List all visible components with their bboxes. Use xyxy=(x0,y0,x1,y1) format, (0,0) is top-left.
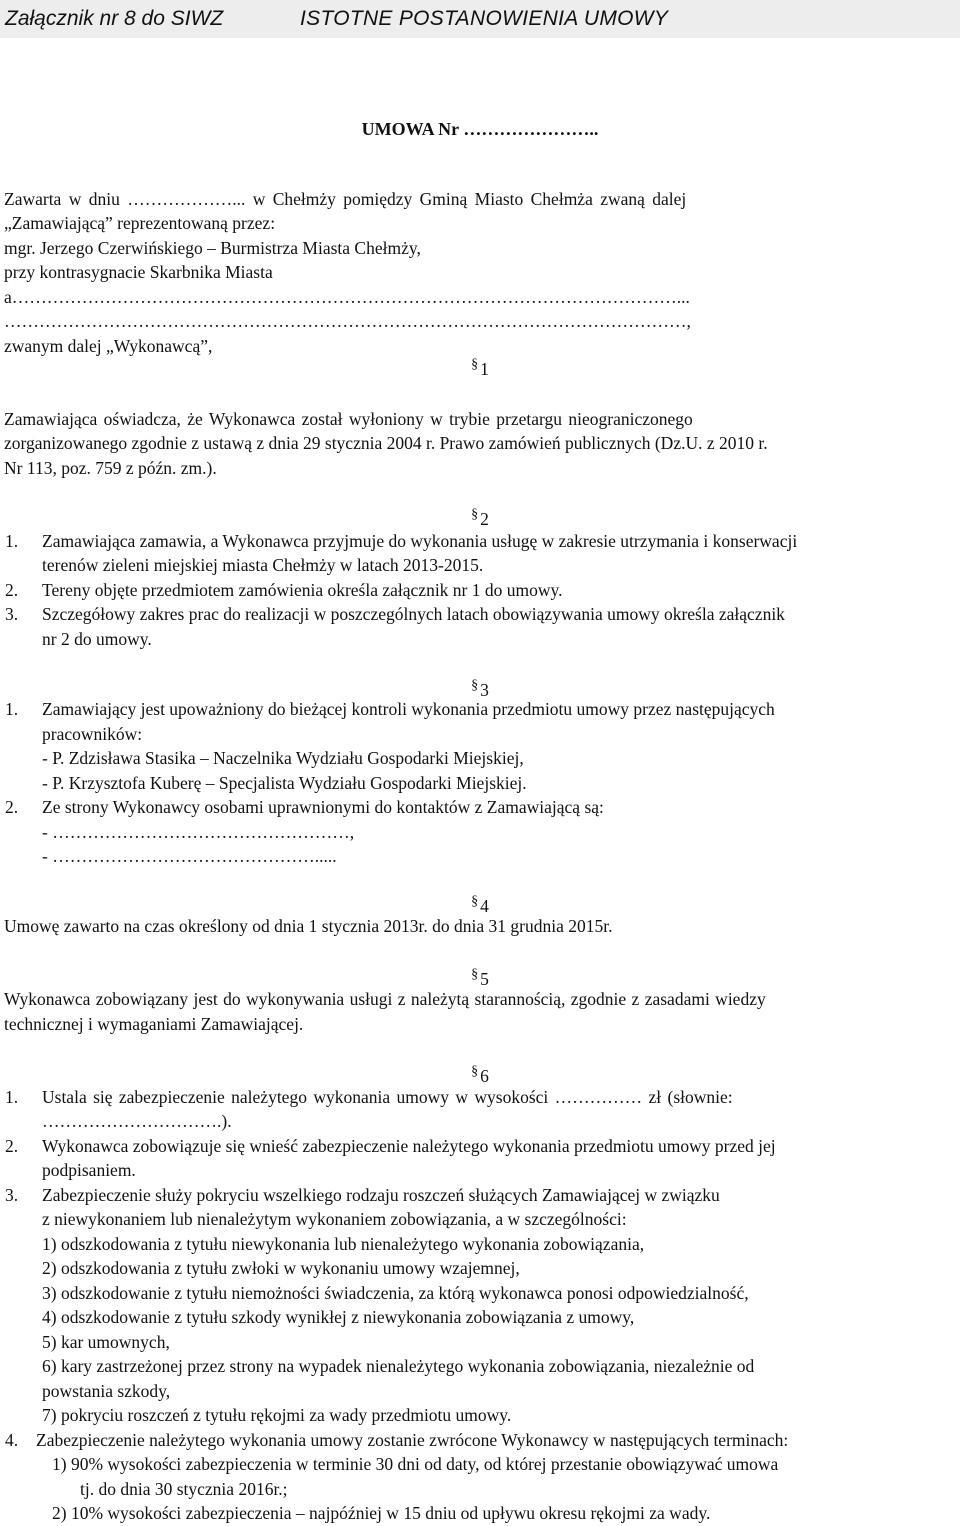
list-number: 3. xyxy=(5,604,19,624)
s3-text: pracowników: xyxy=(42,724,143,744)
s6-sub-item: powstania szkody, xyxy=(42,1381,171,1401)
list-number: 4. xyxy=(5,1430,19,1450)
s6-sub-item: 4) odszkodowanie z tytułu szkody wynikłej z niewykonania zobowiązania z umowy, xyxy=(42,1307,635,1327)
s3-text: Zamawiający jest upoważniony do bieżącej kontroli wykonania przedmiotu umowy przez następujących xyxy=(42,699,775,719)
intro-line: „Zamawiającą” reprezentowaną przez: xyxy=(4,213,276,233)
s6-text: Wykonawca zobowiązuje się wnieść zabezpieczenie należytego wykonania przedmiotu umowy przed jej xyxy=(42,1136,776,1156)
s6-sub-item: 2) odszkodowania z tytułu zwłoki w wykonaniu umowy wzajemnej, xyxy=(42,1258,520,1278)
s6-text: podpisaniem. xyxy=(42,1160,136,1180)
s6-sub-item: 1) odszkodowania z tytułu niewykonania lub nienależytego wykonania zobowiązania, xyxy=(42,1234,645,1254)
list-number: 2. xyxy=(5,1136,19,1156)
s2-text: nr 2 do umowy. xyxy=(42,629,152,649)
s6-sub-item: 2) 10% wysokości zabezpieczenia – najpóźniej w 15 dniu od upływu okresu rękojmi za wady. xyxy=(52,1503,711,1523)
s6-sub-item: 6) kary zastrzeżonej przez strony na wypadek nienależytego wykonania zobowiązania, niezależnie od xyxy=(42,1356,755,1376)
s3-text: Ze strony Wykonawcy osobami uprawnionymi do kontaktów z Zamawiającą są: xyxy=(42,797,604,817)
list-number: 2. xyxy=(5,797,19,817)
section-heading: § 3 xyxy=(471,678,489,700)
header-title: ISTOTNE POSTANOWIENIA UMOWY xyxy=(300,7,669,30)
contract-title: UMOWA Nr ………………….. xyxy=(361,119,599,139)
s2-text: Tereny objęte przedmiotem zamówienia określa załącznik nr 1 do umowy. xyxy=(42,580,563,600)
attachment-label: Załącznik nr 8 do SIWZ xyxy=(5,7,224,30)
s6-sub-item: 5) kar umownych, xyxy=(42,1332,170,1352)
s1-line: Zamawiająca oświadcza, że Wykonawca został wyłoniony w trybie przetargu nieograniczonego xyxy=(4,409,693,429)
section-heading: § 1 xyxy=(471,357,489,379)
s6-sub-item: 7) pokryciu roszczeń z tytułu rękojmi za wady przedmiotu umowy. xyxy=(42,1405,512,1425)
s1-line: Nr 113, poz. 759 z późn. zm.). xyxy=(4,458,217,478)
s5-line: Wykonawca zobowiązany jest do wykonywania usługi z należytą starannością, zgodnie z zasadami wiedzy xyxy=(4,989,766,1009)
section-heading: § 5 xyxy=(471,967,489,989)
s4-line: Umowę zawarto na czas określony od dnia 1 stycznia 2013r. do dnia 31 grudnia 2015r. xyxy=(4,916,613,936)
s6-text: ………………………….). xyxy=(42,1111,232,1131)
s6-text: Ustala się zabezpieczenie należytego wykonania umowy w wysokości …………… zł (słownie: xyxy=(42,1087,733,1107)
s6-sub-item: 3) odszkodowanie z tytułu niemożności świadczenia, za którą wykonawca ponosi odpowiedzialność, xyxy=(42,1283,749,1303)
intro-line: zwanym dalej „Wykonawcą”, xyxy=(4,336,213,356)
section-heading: § 6 xyxy=(471,1064,489,1086)
s5-line: technicznej i wymaganiami Zamawiającej. xyxy=(4,1014,304,1034)
s6-text: Zabezpieczenie należytego wykonania umowy zostanie zwrócone Wykonawcy w następujących terminach: xyxy=(36,1430,789,1450)
section-heading: § 2 xyxy=(471,507,489,529)
intro-line: przy kontrasygnacie Skarbnika Miasta xyxy=(4,262,273,282)
intro-line: ………………………………………………………………………………………………………, xyxy=(4,311,691,331)
intro-line: a……………………………………………………………………………………………………... xyxy=(4,287,690,307)
s2-text: terenów zieleni miejskiej miasta Chełmży w latach 2013-2015. xyxy=(42,555,484,575)
intro-line: mgr. Jerzego Czerwińskiego – Burmistrza Miasta Chełmży, xyxy=(4,238,421,258)
intro-line: Zawarta w dniu ………………... w Chełmży pomiędzy Gminą Miasto Chełmża zwaną dalej xyxy=(4,189,687,209)
s1-line: zorganizowanego zgodnie z ustawą z dnia 29 stycznia 2004 r. Prawo zamówień publicznych (Dz.U. z 2010 r. xyxy=(4,433,768,453)
s2-text: Szczegółowy zakres prac do realizacji w poszczególnych latach obowiązywania umowy określa załącznik xyxy=(42,604,785,624)
section-heading: § 4 xyxy=(471,894,489,916)
s6-sub-item: tj. do dnia 30 stycznia 2016r.; xyxy=(80,1479,288,1499)
list-number: 1. xyxy=(5,531,19,551)
s3-dash-item: - ………………………………………..... xyxy=(42,846,337,866)
s2-text: Zamawiająca zamawia, a Wykonawca przyjmuje do wykonania usługę w zakresie utrzymania i konserwacji xyxy=(42,531,798,551)
list-number: 2. xyxy=(5,580,19,600)
s3-dash-item: - P. Krzysztofa Kuberę – Specjalista Wydziału Gospodarki Miejskiej. xyxy=(42,773,527,793)
s3-dash-item: - P. Zdzisława Stasika – Naczelnika Wydziału Gospodarki Miejskiej, xyxy=(42,748,524,768)
s3-dash-item: - ……………………………………………, xyxy=(42,822,355,842)
list-number: 1. xyxy=(5,699,19,719)
list-number: 3. xyxy=(5,1185,19,1205)
s6-sub-item: 1) 90% wysokości zabezpieczenia w terminie 30 dni od daty, od której przestanie obowiązywać umowa xyxy=(52,1454,779,1474)
list-number: 1. xyxy=(5,1087,19,1107)
s6-text: Zabezpieczenie służy pokryciu wszelkiego rodzaju roszczeń służących Zamawiającej w związku xyxy=(42,1185,720,1205)
s6-text: z niewykonaniem lub nienależytym wykonaniem zobowiązania, a w szczególności: xyxy=(42,1209,627,1229)
document-header xyxy=(0,0,960,38)
